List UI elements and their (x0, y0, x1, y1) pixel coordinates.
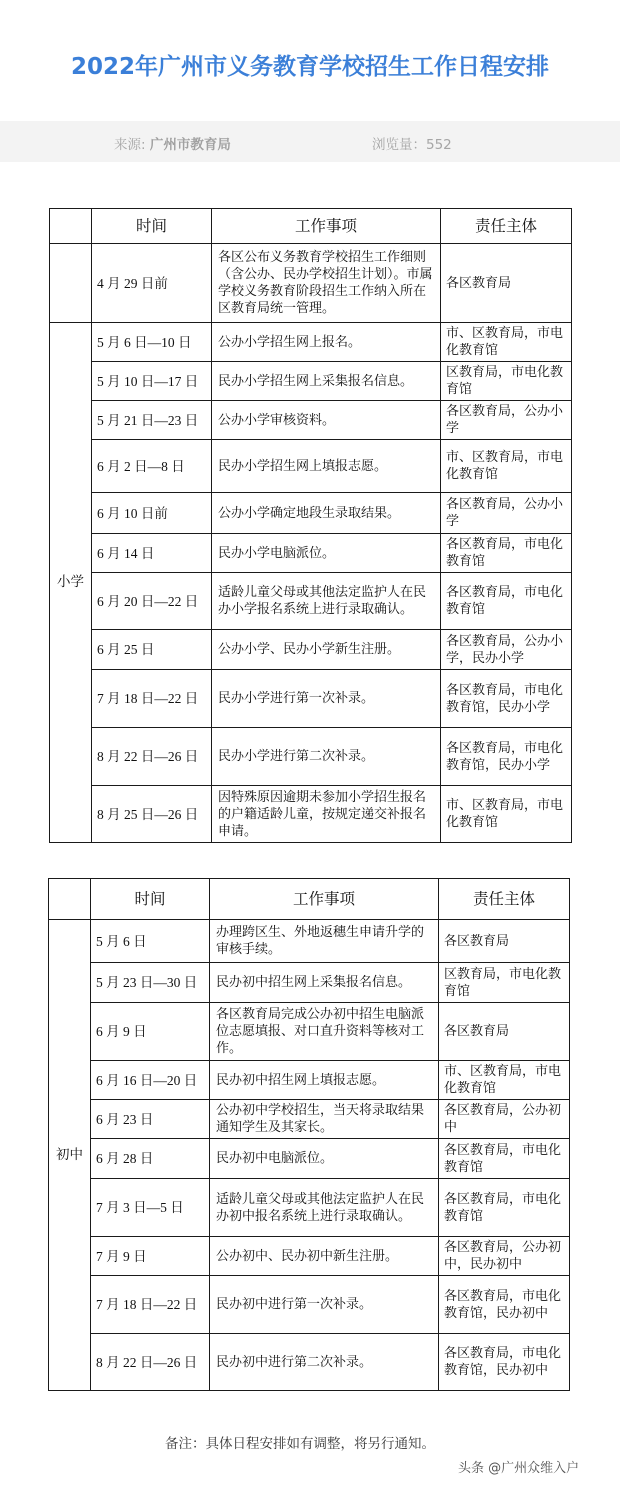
time-cell: 6 月 16 日—20 日 (91, 1061, 210, 1100)
table-row (49, 920, 570, 963)
views-label: 浏览量： (372, 137, 426, 153)
footnote: 备注：具体日程安排如有调整，将另行通知。 (165, 1436, 435, 1452)
owner-cell: 各区教育局，市电化教育馆，民办初中 (439, 1276, 570, 1334)
task-cell: 民办小学招生网上填报志愿。 (212, 440, 441, 493)
table-row (49, 963, 570, 1003)
table-row (49, 1139, 570, 1179)
time-cell: 6 月 10 日前 (92, 493, 212, 534)
table-row (49, 1179, 570, 1237)
time-cell: 8 月 22 日—26 日 (91, 1334, 210, 1391)
owner-cell: 市、区教育局，市电化教育馆 (439, 1061, 570, 1100)
time-cell: 7 月 18 日—22 日 (92, 670, 212, 728)
time-cell: 4 月 29 日前 (92, 244, 212, 323)
table-row (50, 534, 572, 573)
table-row (50, 440, 572, 493)
task-cell: 办理跨区生、外地返穗生申请升学的审核手续。 (210, 920, 439, 963)
time-cell: 5 月 6 日—10 日 (92, 323, 212, 362)
task-cell: 民办初中进行第一次补录。 (210, 1276, 439, 1334)
time-cell: 7 月 9 日 (91, 1237, 210, 1276)
header-task: 工作事项 (210, 879, 439, 920)
task-cell: 民办初中招生网上填报志愿。 (210, 1061, 439, 1100)
table-row (49, 1276, 570, 1334)
owner-cell: 各区教育局，市电化教育馆，民办初中 (439, 1334, 570, 1391)
task-cell: 民办小学进行第一次补录。 (212, 670, 441, 728)
table-row (50, 728, 572, 786)
task-cell: 民办小学招生网上采集报名信息。 (212, 362, 441, 401)
task-cell: 适龄儿童父母或其他法定监护人在民办小学报名系统上进行录取确认。 (212, 573, 441, 630)
owner-cell: 各区教育局，市电化教育馆 (439, 1139, 570, 1179)
task-cell: 适龄儿童父母或其他法定监护人在民办初中报名系统上进行录取确认。 (210, 1179, 439, 1237)
task-cell: 民办初中电脑派位。 (210, 1139, 439, 1179)
time-cell: 8 月 22 日—26 日 (92, 728, 212, 786)
owner-cell: 各区教育局 (439, 920, 570, 963)
time-cell: 6 月 20 日—22 日 (92, 573, 212, 630)
task-cell: 公办初中、民办初中新生注册。 (210, 1237, 439, 1276)
time-cell: 7 月 3 日—5 日 (91, 1179, 210, 1237)
table-row (49, 1237, 570, 1276)
time-cell: 5 月 10 日—17 日 (92, 362, 212, 401)
task-cell: 公办小学审核资料。 (212, 401, 441, 440)
time-cell: 6 月 28 日 (91, 1139, 210, 1179)
task-cell: 公办初中学校招生，当天将录取结果通知学生及其家长。 (210, 1100, 439, 1139)
primary-schedule-table (49, 208, 572, 843)
group-label-junior: 初中 (49, 920, 91, 1391)
header-owner: 责任主体 (439, 879, 570, 920)
table-row (50, 362, 572, 401)
owner-cell: 各区教育局，公办初中，民办初中 (439, 1237, 570, 1276)
source-label: 来源: (114, 137, 150, 153)
owner-cell: 各区教育局，公办小学 (441, 401, 572, 440)
owner-cell: 市、区教育局，市电化教育馆 (441, 323, 572, 362)
time-cell: 5 月 6 日 (91, 920, 210, 963)
table-row (50, 670, 572, 728)
table-row (50, 786, 572, 843)
owner-cell: 各区教育局，公办小学 (441, 493, 572, 534)
table-row (50, 323, 572, 362)
header-blank (49, 879, 91, 920)
time-cell: 7 月 18 日—22 日 (91, 1276, 210, 1334)
task-cell: 公办小学招生网上报名。 (212, 323, 441, 362)
page-title: 2022年广州市义务教育学校招生工作日程安排 (70, 54, 549, 80)
header-time: 时间 (91, 879, 210, 920)
time-cell: 6 月 2 日—8 日 (92, 440, 212, 493)
time-cell: 6 月 23 日 (91, 1100, 210, 1139)
task-cell: 各区公布义务教育学校招生工作细则（含公办、民办学校招生计划）。市属学校义务教育阶段招生工作纳入所在区教育局统一管理。 (212, 244, 441, 323)
watermark: 头条 @广州众维入户 (458, 1461, 580, 1476)
table-row (50, 244, 572, 323)
group-label-primary: 小学 (50, 323, 92, 843)
task-cell: 民办小学进行第二次补录。 (212, 728, 441, 786)
owner-cell: 各区教育局，市电化教育馆，民办小学 (441, 670, 572, 728)
junior-schedule-table (48, 878, 570, 1391)
owner-cell: 各区教育局，市电化教育馆 (439, 1179, 570, 1237)
table-row (49, 1100, 570, 1139)
owner-cell: 各区教育局 (441, 244, 572, 323)
owner-cell: 各区教育局，公办小学，民办小学 (441, 630, 572, 670)
task-cell: 各区教育局完成公办初中招生电脑派位志愿填报、对口直升资料等核对工作。 (210, 1003, 439, 1061)
task-cell: 民办小学电脑派位。 (212, 534, 441, 573)
owner-cell: 区教育局，市电化教育馆 (441, 362, 572, 401)
article-views (372, 133, 452, 153)
table-row (50, 630, 572, 670)
article-meta-bar (0, 121, 620, 162)
group-blank-cell (50, 244, 92, 323)
table-row (50, 401, 572, 440)
time-cell: 6 月 25 日 (92, 630, 212, 670)
owner-cell: 各区教育局 (439, 1003, 570, 1061)
source-value: 广州市教育局 (149, 137, 231, 153)
task-cell: 民办初中招生网上采集报名信息。 (210, 963, 439, 1003)
table-row (49, 1334, 570, 1391)
table-row (50, 573, 572, 630)
task-cell: 因特殊原因逾期未参加小学招生报名的户籍适龄儿童，按规定递交补报名申请。 (212, 786, 441, 843)
task-cell: 公办小学、民办小学新生注册。 (212, 630, 441, 670)
views-count: 552 (426, 137, 452, 153)
header-owner: 责任主体 (441, 209, 572, 244)
owner-cell: 市、区教育局，市电化教育馆 (441, 786, 572, 843)
owner-cell: 各区教育局，市电化教育馆 (441, 573, 572, 630)
owner-cell: 市、区教育局，市电化教育馆 (441, 440, 572, 493)
owner-cell: 区教育局，市电化教育馆 (439, 963, 570, 1003)
task-cell: 民办初中进行第二次补录。 (210, 1334, 439, 1391)
time-cell: 5 月 23 日—30 日 (91, 963, 210, 1003)
time-cell: 5 月 21 日—23 日 (92, 401, 212, 440)
task-cell: 公办小学确定地段生录取结果。 (212, 493, 441, 534)
header-blank (50, 209, 92, 244)
table-row (49, 1061, 570, 1100)
time-cell: 6 月 9 日 (91, 1003, 210, 1061)
owner-cell: 各区教育局，市电化教育馆 (441, 534, 572, 573)
article-source (114, 133, 231, 153)
time-cell: 8 月 25 日—26 日 (92, 786, 212, 843)
owner-cell: 各区教育局，公办初中 (439, 1100, 570, 1139)
owner-cell: 各区教育局，市电化教育馆，民办小学 (441, 728, 572, 786)
table-row (49, 1003, 570, 1061)
table-row (50, 493, 572, 534)
header-task: 工作事项 (212, 209, 441, 244)
table-header-row (50, 209, 572, 244)
table-header-row (49, 879, 570, 920)
time-cell: 6 月 14 日 (92, 534, 212, 573)
header-time: 时间 (92, 209, 212, 244)
